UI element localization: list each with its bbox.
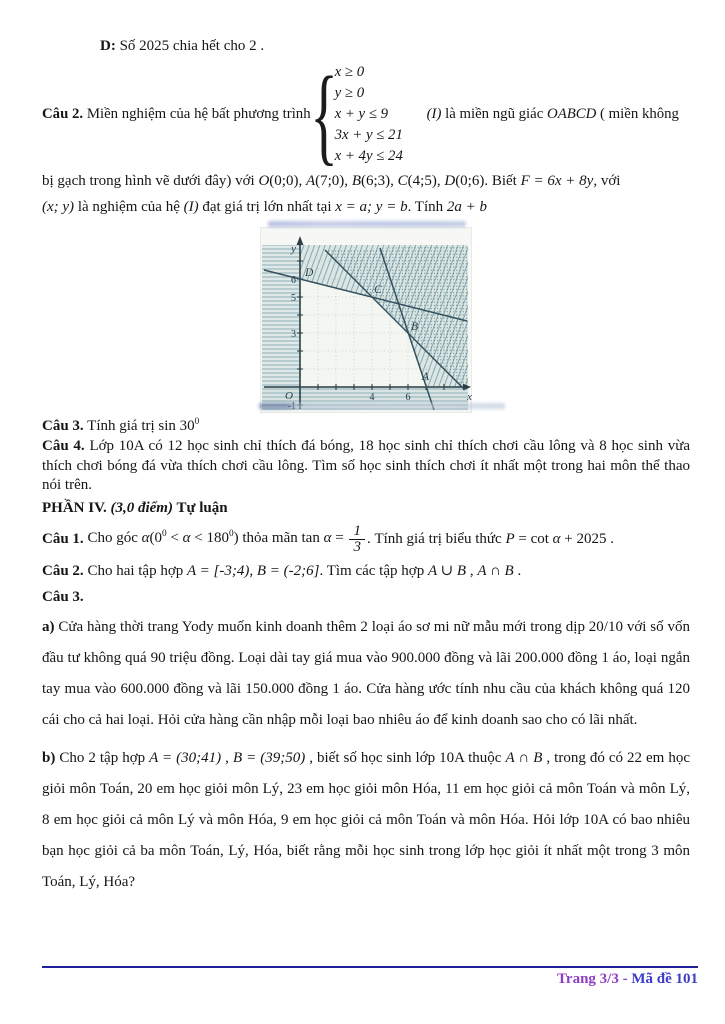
blurred-watermark-bottom xyxy=(259,403,505,409)
part4-question-3 xyxy=(42,587,690,608)
point-label-C: C xyxy=(374,284,382,296)
part-a-paragraph xyxy=(42,612,690,736)
part4-q1-pre: Cho góc $\alpha(0^0 < \alpha < 180^0)$ thỏa mãn tan α = xyxy=(83,529,348,547)
part4-q2-body: Cho hai tập hợp A = [-3;4), B = (-2;6]. Tìm các tập hợp A ∪ B , A ∩ B . xyxy=(83,562,522,579)
footer-divider xyxy=(42,966,698,968)
inequality-row: x ≥ 0 xyxy=(334,64,365,80)
region-left-hatch xyxy=(262,245,300,387)
question-2-line2: bị gạch trong hình vẽ dưới đây) với O(0;0), A(7;0), B(6;3), C(4;5), D(0;6). Biết F = 6x + 8y, với xyxy=(42,173,621,189)
y-tick-5: 5 xyxy=(291,293,296,304)
inequality-row: y ≥ 0 xyxy=(334,85,365,101)
exam-code: Mã đề 101 xyxy=(631,971,698,987)
y-axis-label: y xyxy=(291,243,296,255)
y-tick-6: 6 xyxy=(291,275,296,286)
question-2-intro xyxy=(42,106,311,123)
part-a-label: a) xyxy=(42,618,55,635)
system-brace-box xyxy=(309,52,338,175)
question-2-label: Câu 2. xyxy=(42,106,84,122)
part-a-body: Cửa hàng thời trang Yody muốn kinh doanh thêm 2 loại áo sơ mi nữ mẫu mới trong dịp 20/10 với số vốn đầu tư không quá 90 triệu đồng. Loại dài tay giá mua vào 900.000 đồng và lãi 200.000 đồng 1 áo, loại ngắn tay mua vào 600.000 đồng và lãi 150.000 đồng 1 áo. Cửa hàng ước tính nhu cầu của khách không quá 120 cái cho cả hai loại. Hỏi cửa hàng cần nhập mỗi loại bao nhiêu áo để kinh doanh sao cho có lãi nhất. xyxy=(42,618,690,728)
question-2-row xyxy=(42,52,702,175)
option-d-line xyxy=(100,36,690,56)
question-2-intro-text: Miền nghiệm của hệ bất phương trình xyxy=(83,106,311,122)
question-3-label: Câu 3. xyxy=(42,418,84,434)
part-b-body: Cho 2 tập hợp A = (30;41) , B = (39;50) , biết số học sinh lớp 10A thuộc A ∩ B , trong đó có 22 em học giỏi môn Toán, 20 em học giỏi môn Lý, 23 em học giỏi môn Hóa, 11 em học giỏi cả môn Toán và môn Lý, 8 em học giỏi cả môn Lý và môn Hóa, 9 em học giỏi cả môn Toán và môn Hóa. Hỏi lớp 10A có bao nhiêu bạn học giỏi cả ba môn Toán, Lý, Hóa, biết rằng mỗi học sinh trong lớp học giỏi ít nhất một trong 3 môn Toán, Lý, Hóa? xyxy=(42,749,690,890)
inequality-row: x + 4y ≤ 24 xyxy=(334,148,403,164)
footer-text xyxy=(42,971,698,988)
part-4-heading: PHẦN IV. (3,0 điểm) Tự luận xyxy=(42,499,228,516)
graph-svg xyxy=(260,227,472,413)
question-4-label: Câu 4. xyxy=(42,438,85,454)
x-tick-4: 4 xyxy=(369,392,375,403)
part4-question-2 xyxy=(42,560,690,583)
page-number: Trang 3/3 xyxy=(557,971,619,987)
curly-brace: { xyxy=(309,52,338,175)
question-2-line3: (x; y) là nghiệm của hệ (I) đạt giá trị lớn nhất tại x = a; y = b. Tính 2a + b xyxy=(42,199,488,215)
point-label-A: A xyxy=(422,371,430,383)
part4-q3-label: Câu 3. xyxy=(42,588,84,605)
question-4-paragraph xyxy=(42,437,690,496)
question-2-after: (I) là miền ngũ giác OABCD ( miền không xyxy=(426,106,679,122)
part-b-label: b) xyxy=(42,749,56,766)
x-axis-label: x xyxy=(467,391,472,403)
point-label-D: D xyxy=(305,267,314,279)
option-d-label: D: xyxy=(100,38,116,54)
question-4-body: Lớp 10A có 12 học sinh chỉ thích đá bóng, 18 học sinh chỉ thích chơi cầu lông và 8 học sinh vừa thích chơi bóng đá vừa thích chơi cầu lông. Tìm số học sinh thích chơi ít nhất một trong hai môn thể thao nói trên. xyxy=(42,438,690,493)
part-b-paragraph xyxy=(42,743,690,898)
part4-question-1 xyxy=(42,524,690,555)
inequality-row: x + y ≤ 9 xyxy=(334,106,389,122)
inequality-system xyxy=(333,62,419,167)
option-d-text: Số 2025 chia hết cho 2 . xyxy=(115,38,265,54)
x-tick-6: 6 xyxy=(405,392,411,403)
footer-separator: - xyxy=(618,971,632,987)
fraction-numerator: 1 xyxy=(349,524,365,540)
origin-label: O xyxy=(285,390,293,402)
fraction-one-third xyxy=(347,524,367,555)
part4-q1-label: Câu 1. xyxy=(42,530,84,547)
part4-q1-post: . Tính giá trị biểu thức P = cot α + 2025 . xyxy=(366,530,615,547)
feasible-region-graph xyxy=(260,227,472,413)
blurred-watermark-top xyxy=(268,221,466,227)
question-3-body: Tính giá trị $\sin 30^0$ xyxy=(83,417,200,434)
y-tick-3: 3 xyxy=(291,329,296,340)
inequality-row: 3x + y ≤ 21 xyxy=(334,127,403,143)
part4-q2-label: Câu 2. xyxy=(42,562,84,579)
question-3-line xyxy=(42,416,690,436)
fraction-denominator: 3 xyxy=(353,538,361,555)
point-label-B: B xyxy=(411,321,419,333)
page-content xyxy=(42,36,690,898)
page-footer xyxy=(42,966,698,988)
